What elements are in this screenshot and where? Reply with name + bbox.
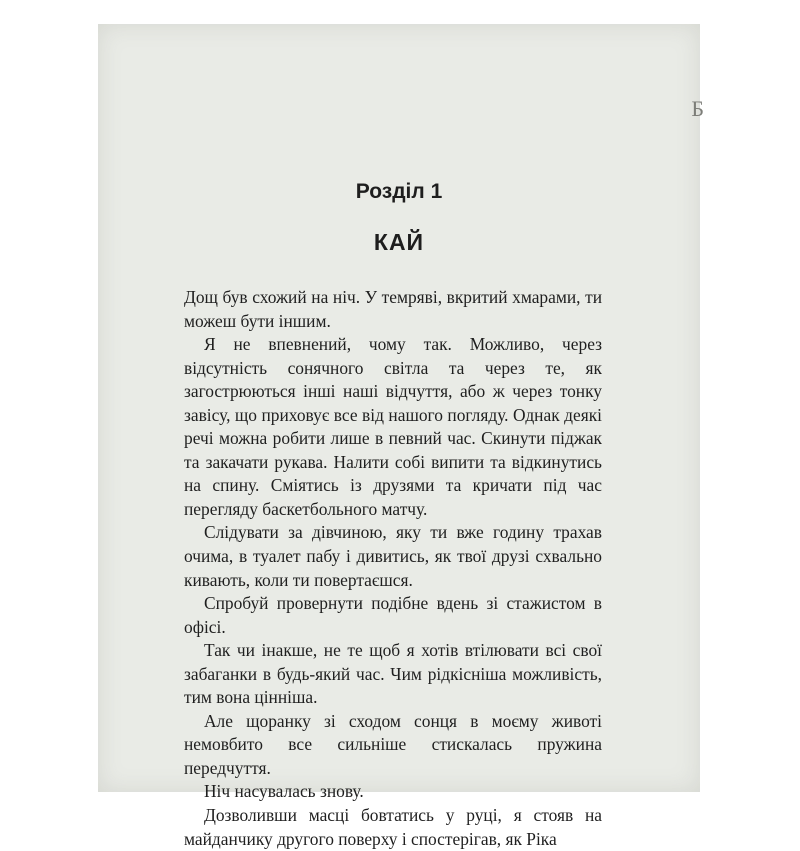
chapter-body xyxy=(184,286,602,851)
paragraph: Ніч насувалась знову. xyxy=(204,781,364,802)
paragraph: Дозволивши масці бовтатись у руці, я стояв на майданчику другого поверху і спостерігав, як Ріка xyxy=(184,805,602,849)
paragraph: Так чи інакше, не те щоб я хотів втілювати всі свої забаганки в будь-який час. Чим рідкісніша можливість, тим вона цінніша. xyxy=(184,640,602,708)
paragraph: Але щоранку зі сходом сонця в моєму животі немовбито все сильніше стискалась пружина передчуття. xyxy=(184,710,602,778)
paragraph: Я не впевнений, чому так. Можливо, через відсутність сонячного світла та через те, як загострюються інші наші відчуття, або ж через тонку завісу, що приховує все від нашого погляду. Однак деякі речі можна робити лише в певний час. Скинути піджак та закачати рукава. Налити собі випити та відкинутись на спину. Сміятись із друзями та кричати під час перегляду баскетбольного матчу. xyxy=(184,334,602,519)
book-page xyxy=(98,24,704,849)
opposite-page-bleed-letter: Б xyxy=(691,96,704,121)
chapter-title: КАЙ xyxy=(373,229,425,255)
paragraph: Слідувати за дівчиною, яку ти вже годину трахав очима, в туалет пабу і дивитись, як твої друзі схвально кивають, коли ти повертаєшся. xyxy=(184,522,602,590)
chapter-number: Розділ 1 xyxy=(355,180,443,203)
paragraph: Спробуй провернути подібне вдень зі стажистом в офісі. xyxy=(184,593,602,637)
paragraph: Дощ був схожий на ніч. У темряві, вкритий хмарами, ти можеш бути іншим. xyxy=(184,287,602,331)
